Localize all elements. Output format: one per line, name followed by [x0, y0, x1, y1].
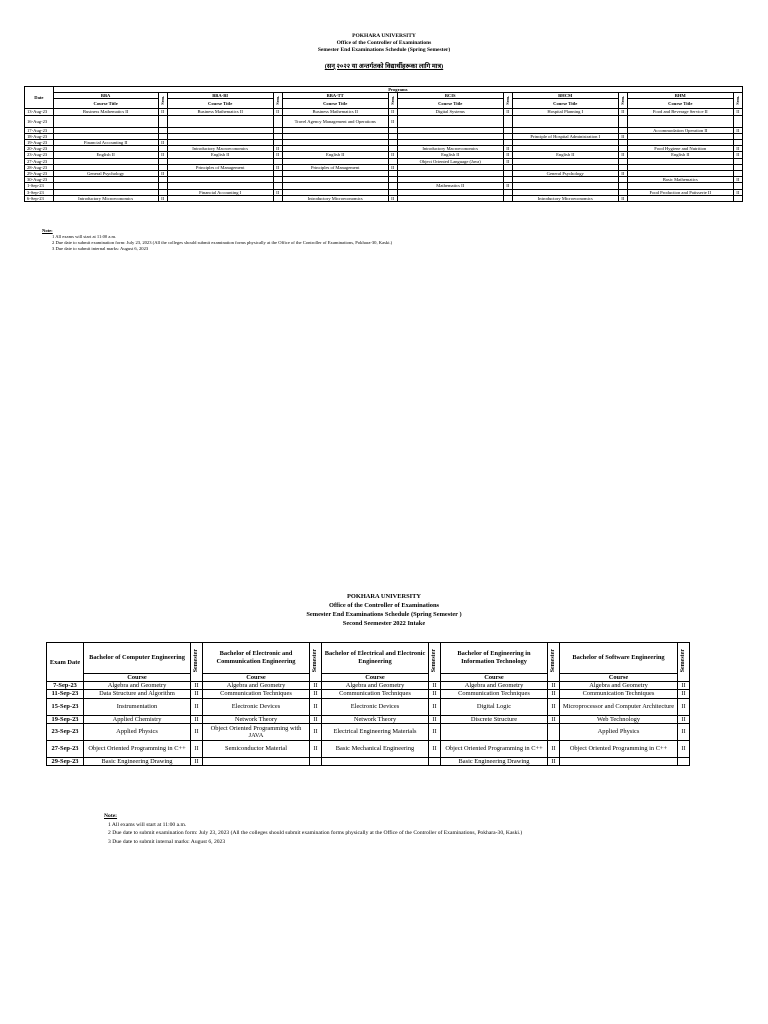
doc2-semester-cell: II — [678, 715, 690, 723]
doc1-note-1: 1 All exams will start at 11:00 a.m. — [52, 234, 117, 239]
doc1-schedule-title: Semester End Examinations Schedule (Spring Semester) — [317, 47, 451, 53]
doc1-sem-cell — [618, 115, 627, 127]
doc1-sem-cell: II — [503, 146, 512, 152]
doc2-course-cell: Applied Physics — [84, 723, 191, 740]
doc1-program-name: BCIS — [397, 93, 503, 99]
doc2-semester-cell: II — [310, 740, 322, 757]
doc1-course-cell: Accommodation Operation II — [627, 127, 733, 133]
doc1-sem-cell: II — [388, 152, 397, 158]
table-row — [47, 698, 690, 715]
doc1-sem-header — [273, 93, 282, 109]
doc1-date-cell: 29-Aug-23 — [25, 171, 54, 177]
doc2-semester-label: Semester — [549, 649, 556, 673]
doc2-note-3: 3 Due date to submit internal marks: August 6, 2023 — [108, 838, 226, 845]
doc1-sem-header — [733, 93, 742, 109]
doc2-note-2: 2 Due date to submit examination form: July 23, 2023 (All the colleges should submit examination forms physically at the Office of the Controller of Examinations, Pokhara-30, Kaski.) — [108, 830, 523, 836]
table-row — [47, 690, 690, 698]
doc1-sem-cell: II — [733, 146, 742, 152]
doc1-sem-cell: II — [158, 171, 167, 177]
doc1-course-cell: Introductory Microeconomics — [282, 195, 388, 201]
doc1-sem-label: Sem. — [735, 95, 741, 105]
doc1-sem-cell: II — [388, 109, 397, 115]
doc1-sem-cell: II — [618, 109, 627, 115]
doc1-date-header: Date — [25, 87, 54, 109]
doc2-date-cell: 11-Sep-23 — [47, 690, 84, 698]
doc1-course-cell: Food Hygiene and Nutrition — [627, 146, 733, 152]
doc1-course-cell — [167, 115, 273, 127]
doc2-program-name: Bachelor of Computer Engineering — [84, 643, 191, 674]
doc2-course-cell: Communication Techniques — [203, 690, 310, 698]
doc2-course-cell: Web Technology — [560, 715, 678, 723]
doc1-course-title-header: Course Title — [627, 99, 733, 109]
doc1-course-title-header: Course Title — [282, 99, 388, 109]
doc1-sem-cell: II — [158, 140, 167, 146]
doc1-sem-cell: II — [388, 164, 397, 170]
doc1-course-cell: Food and Beverage Service II — [627, 109, 733, 115]
doc2-course-cell: Digital Logic — [441, 698, 548, 715]
doc2-semester-cell: II — [678, 698, 690, 715]
doc1-sem-cell: II — [158, 195, 167, 201]
doc1-nepali-note — [0, 63, 768, 71]
doc1-sem-cell — [503, 115, 512, 127]
doc1-course-cell: Business Mathematics II — [167, 109, 273, 115]
doc1-program-name: BHM — [627, 93, 733, 99]
doc1-sem-cell: II — [273, 189, 282, 195]
doc1-sem-cell: II — [158, 109, 167, 115]
doc1-course-title-header: Course Title — [167, 99, 273, 109]
doc1-course-cell — [53, 115, 158, 127]
doc2-program-name: Bachelor of Electrical and Electronic Engineering — [322, 643, 429, 674]
doc2-course-cell — [560, 757, 678, 765]
doc1-sem-header — [618, 93, 627, 109]
doc2-semester-cell: II — [191, 757, 203, 765]
table-row — [47, 715, 690, 723]
doc1-course-cell: Business Mathematics II — [53, 109, 158, 115]
doc2-semester-cell: II — [548, 757, 560, 765]
doc1-sem-header — [158, 93, 167, 109]
doc1-course-cell: English II — [282, 152, 388, 158]
doc1-sem-cell: II — [733, 109, 742, 115]
doc2-date-cell: 29-Sep-23 — [47, 757, 84, 765]
doc2-course-cell: Instrumentation — [84, 698, 191, 715]
doc1-course-cell: English II — [167, 152, 273, 158]
doc1-sem-label: Sem. — [390, 95, 396, 105]
doc2-notes — [104, 812, 523, 846]
doc1-date-cell: 23-Aug-23 — [25, 152, 54, 158]
doc1-course-cell: Financial Accounting I — [167, 189, 273, 195]
doc2-note-label: Note: — [104, 813, 118, 819]
doc2-course-cell: Electronic Devices — [203, 698, 310, 715]
doc1-date-cell: 16-Aug-23 — [25, 115, 54, 127]
doc2-semester-cell: II — [191, 715, 203, 723]
doc1-university: POKHARA UNIVERSITY — [352, 33, 416, 39]
doc2-course-cell: Microprocessor and Computer Architecture — [560, 698, 678, 715]
doc2-semester-cell: II — [310, 723, 322, 740]
doc2-course-cell: Semiconductor Material — [203, 740, 310, 757]
doc1-date-cell: 28-Aug-23 — [25, 164, 54, 170]
doc2-date-cell: 7-Sep-23 — [47, 682, 84, 690]
doc1-date-cell: 6-Sep-23 — [25, 195, 54, 201]
doc2-course-cell: Discrete Structure — [441, 715, 548, 723]
doc2-course-cell — [203, 757, 310, 765]
doc1-sem-cell — [273, 115, 282, 127]
doc1-course-cell: Introductory Microeconomics — [53, 195, 158, 201]
doc2-course-cell: Applied Physics — [560, 723, 678, 740]
doc2-semester-cell: II — [191, 690, 203, 698]
doc2-course-cell: Communication Techniques — [560, 690, 678, 698]
doc1-sem-cell — [503, 195, 512, 201]
doc2-semester-label: Semester — [679, 649, 686, 673]
doc2-intake: Second Seemester 2022 Intake — [342, 620, 426, 627]
table-row — [47, 757, 690, 765]
doc1-course-cell — [167, 195, 273, 201]
doc1-program-name: BHCM — [512, 93, 618, 99]
doc1-date-cell: 27-Aug-23 — [25, 158, 54, 164]
doc2-course-cell: Electronic Devices — [322, 698, 429, 715]
doc2-date-cell: 19-Sep-23 — [47, 715, 84, 723]
doc2-semester-cell: II — [191, 682, 203, 690]
doc1-course-cell: Object Oriented Language (Java) — [397, 158, 503, 164]
doc2-semester-cell: II — [191, 723, 203, 740]
doc1-date-cell: 13-Aug-23 — [25, 109, 54, 115]
doc1-course-cell: Introductory Macroeconomics — [167, 146, 273, 152]
doc2-semester-cell: II — [429, 715, 441, 723]
doc2-course-cell: Basic Mechanical Engineering — [322, 740, 429, 757]
doc2-course-cell: Electrical Engineering Materials — [322, 723, 429, 740]
doc2-course-cell: Object Oriented Programming in C++ — [560, 740, 678, 757]
doc1-program-name: BBA-TT — [282, 93, 388, 99]
doc2-course-header: Course — [84, 674, 191, 682]
doc2-semester-cell: II — [548, 715, 560, 723]
doc1-sem-cell: II — [503, 152, 512, 158]
doc1-notes — [42, 228, 393, 252]
doc1-course-cell: Financial Accounting II — [53, 140, 158, 146]
doc2-office: Office of the Controller of Examinations — [329, 602, 439, 609]
doc2-semester-cell: II — [678, 740, 690, 757]
table-row — [47, 723, 690, 740]
doc2-course-cell: Algebra and Geometry — [322, 682, 429, 690]
doc1-course-cell: English II — [512, 152, 618, 158]
doc1-sem-cell — [733, 115, 742, 127]
doc2-semester-header — [310, 643, 322, 682]
doc2-semester-cell: II — [191, 740, 203, 757]
doc1-sem-cell: II — [503, 109, 512, 115]
doc1-date-cell: 3-Sep-23 — [25, 189, 54, 195]
doc1-date-cell: 19-Aug-23 — [25, 140, 54, 146]
table-row — [25, 115, 743, 127]
doc1-sem-cell: II — [388, 115, 397, 127]
doc2-course-cell: Basic Engineering Drawing — [84, 757, 191, 765]
doc2-semester-cell: II — [310, 690, 322, 698]
doc2-header — [0, 592, 768, 628]
doc2-course-cell: Network Theory — [203, 715, 310, 723]
doc1-sem-cell: II — [273, 152, 282, 158]
doc1-sem-cell: II — [733, 177, 742, 183]
doc2-course-cell: Algebra and Geometry — [84, 682, 191, 690]
doc1-course-cell: Basic Mathematics — [627, 177, 733, 183]
doc1-date-cell: 17-Aug-23 — [25, 127, 54, 133]
doc2-date-cell: 15-Sep-23 — [47, 698, 84, 715]
doc1-note-label: Note: — [42, 228, 53, 233]
doc2-date-cell: 23-Sep-23 — [47, 723, 84, 740]
doc2-course-cell: Object Oriented Programming in C++ — [441, 740, 548, 757]
doc2-note-1: 1 All exams will start at 11:00 a.m. — [108, 821, 187, 828]
doc2-semester-cell: II — [310, 715, 322, 723]
doc2-semester-cell: II — [310, 698, 322, 715]
doc1-course-cell: Hospital Planning I — [512, 109, 618, 115]
doc1-course-cell — [627, 195, 733, 201]
doc2-course-cell: Algebra and Geometry — [203, 682, 310, 690]
doc1-sem-cell: II — [158, 152, 167, 158]
doc2-course-row — [47, 674, 690, 682]
doc2-university: POKHARA UNIVERSITY — [346, 593, 422, 600]
doc2-semester-header — [548, 643, 560, 682]
doc1-course-title-header: Course Title — [53, 99, 158, 109]
doc2-course-cell: Network Theory — [322, 715, 429, 723]
doc2-semester-cell: II — [548, 682, 560, 690]
doc2-semester-cell: II — [678, 682, 690, 690]
doc1-course-cell: English II — [53, 152, 158, 158]
doc2-course-cell: Object Oriented Programming with JAVA — [203, 723, 310, 740]
doc2-semester-cell: II — [310, 682, 322, 690]
doc1-sem-cell: II — [273, 109, 282, 115]
doc1-course-cell — [512, 115, 618, 127]
doc1-course-cell: Business Mathematics II — [282, 109, 388, 115]
doc1-sem-cell: II — [273, 146, 282, 152]
doc1-programs-header: Programs — [53, 87, 742, 93]
doc1-course-cell: English II — [397, 152, 503, 158]
doc1-sem-label: Sem. — [275, 95, 281, 105]
doc2-course-cell — [322, 757, 429, 765]
table-row — [47, 682, 690, 690]
doc1-schedule-table — [24, 86, 743, 202]
doc2-semester-cell — [678, 757, 690, 765]
doc1-sem-label: Sem. — [505, 95, 511, 105]
doc1-sem-cell: II — [733, 152, 742, 158]
doc2-course-cell: Communication Techniques — [441, 690, 548, 698]
doc2-course-header: Course — [560, 674, 678, 682]
doc1-course-cell: English II — [627, 152, 733, 158]
doc2-course-header: Course — [203, 674, 310, 682]
doc2-semester-cell: II — [548, 740, 560, 757]
doc1-sem-cell: II — [618, 195, 627, 201]
doc1-nepali-text: (सन् २०२२ या अन्तर्गतको विद्यार्थीहरूका लागि मात्र) — [324, 63, 444, 70]
doc2-semester-label: Semester — [311, 649, 318, 673]
doc2-course-cell: Data Structure and Algorithm — [84, 690, 191, 698]
doc1-program-name: BBA — [53, 93, 158, 99]
doc1-sem-cell — [733, 195, 742, 201]
doc1-sem-label: Sem. — [160, 95, 166, 105]
doc1-course-cell: Travel Agency Management and Operations — [282, 115, 388, 127]
doc1-course-cell: Digital Systems — [397, 109, 503, 115]
doc2-semester-cell: II — [429, 740, 441, 757]
doc1-date-cell: 30-Aug-23 — [25, 177, 54, 183]
doc1-course-cell: Principle of Hospital Administration I — [512, 133, 618, 139]
doc2-exam-date-header: Exam Date — [47, 643, 84, 682]
doc1-note-2: 2 Due date to submit examination form: July 23, 2023 (All the colleges should submit examination forms physically at the Office of the Controller of Examinations, Pokhara-30, Kaski.) — [52, 240, 393, 245]
doc1-course-cell: General Psychology — [512, 171, 618, 177]
doc1-sem-cell: II — [618, 133, 627, 139]
doc2-course-cell: Object Oriented Programming in C++ — [84, 740, 191, 757]
doc1-course-cell — [397, 115, 503, 127]
doc2-semester-cell: II — [429, 698, 441, 715]
doc1-sem-cell: II — [733, 127, 742, 133]
doc1-date-cell: 1-Sep-23 — [25, 183, 54, 189]
doc2-course-cell: Communication Techniques — [322, 690, 429, 698]
doc1-course-cell: Introductory Microeconomics — [512, 195, 618, 201]
doc1-note-3: 3 Due date to submit internal marks: August 6, 2023 — [52, 246, 149, 251]
doc1-sem-cell — [158, 115, 167, 127]
doc2-program-name: Bachelor of Electronic and Communication Engineering — [203, 643, 310, 674]
doc2-semester-cell: II — [548, 690, 560, 698]
doc1-header — [0, 33, 768, 54]
doc2-course-header: Course — [322, 674, 429, 682]
doc2-semester-cell — [548, 723, 560, 740]
doc1-sem-cell: II — [618, 171, 627, 177]
doc2-semester-cell: II — [548, 698, 560, 715]
doc2-semester-cell — [429, 757, 441, 765]
doc2-schedule-title: Semester End Examinations Schedule (Spring Semester ) — [306, 611, 462, 618]
doc1-date-cell: 18-Aug-23 — [25, 133, 54, 139]
doc1-sem-cell — [273, 195, 282, 201]
doc2-semester-header — [429, 643, 441, 682]
doc2-date-cell: 27-Sep-23 — [47, 740, 84, 757]
table-row — [25, 195, 743, 201]
doc1-course-cell: Principles of Management — [167, 164, 273, 170]
doc2-semester-cell: II — [678, 690, 690, 698]
doc1-course-cell: General Psychology — [53, 171, 158, 177]
doc2-course-cell: Algebra and Geometry — [560, 682, 678, 690]
doc1-course-cell: Introductory Macroeconomics — [397, 146, 503, 152]
doc2-semester-label: Semester — [430, 649, 437, 673]
doc1-program-name: BBA-BI — [167, 93, 273, 99]
doc2-semester-cell: II — [429, 690, 441, 698]
table-row — [47, 740, 690, 757]
doc2-course-header: Course — [441, 674, 548, 682]
doc2-semester-cell: II — [191, 698, 203, 715]
doc2-program-name: Bachelor of Software Engineering — [560, 643, 678, 674]
doc2-semester-label: Semester — [192, 649, 199, 673]
doc2-course-cell: Algebra and Geometry — [441, 682, 548, 690]
doc1-sem-cell: II — [733, 189, 742, 195]
doc2-semester-cell — [310, 757, 322, 765]
doc2-semester-cell: II — [429, 723, 441, 740]
doc1-sem-cell: II — [273, 164, 282, 170]
doc2-semester-header — [191, 643, 203, 682]
doc1-date-cell: 20-Aug-23 — [25, 146, 54, 152]
doc1-course-title-header: Course Title — [397, 99, 503, 109]
doc1-sem-cell: II — [503, 183, 512, 189]
doc2-course-cell: Basic Engineering Drawing — [441, 757, 548, 765]
doc2-program-name: Bachelor of Engineering in Information Technology — [441, 643, 548, 674]
doc1-sem-label: Sem. — [620, 95, 626, 105]
doc1-sem-cell: II — [618, 152, 627, 158]
doc2-course-cell: Applied Chemistry — [84, 715, 191, 723]
doc1-course-cell: Principles of Management — [282, 164, 388, 170]
doc1-sem-header — [388, 93, 397, 109]
doc2-semester-cell: II — [429, 682, 441, 690]
doc2-schedule-table — [46, 642, 690, 766]
doc1-course-title-row — [25, 99, 743, 109]
doc1-course-cell: Food Production and Patisserie II — [627, 189, 733, 195]
doc1-course-cell — [397, 195, 503, 201]
doc1-sem-cell: II — [503, 158, 512, 164]
doc1-sem-cell: II — [388, 195, 397, 201]
doc2-course-cell — [441, 723, 548, 740]
doc1-sem-header — [503, 93, 512, 109]
doc2-semester-header — [678, 643, 690, 682]
doc2-programs-row — [47, 643, 690, 674]
doc1-office: Office of the Controller of Examinations — [336, 40, 432, 46]
doc1-course-cell — [627, 115, 733, 127]
doc2-semester-cell: II — [678, 723, 690, 740]
doc1-course-cell: Mathematics II — [397, 183, 503, 189]
doc1-course-title-header: Course Title — [512, 99, 618, 109]
